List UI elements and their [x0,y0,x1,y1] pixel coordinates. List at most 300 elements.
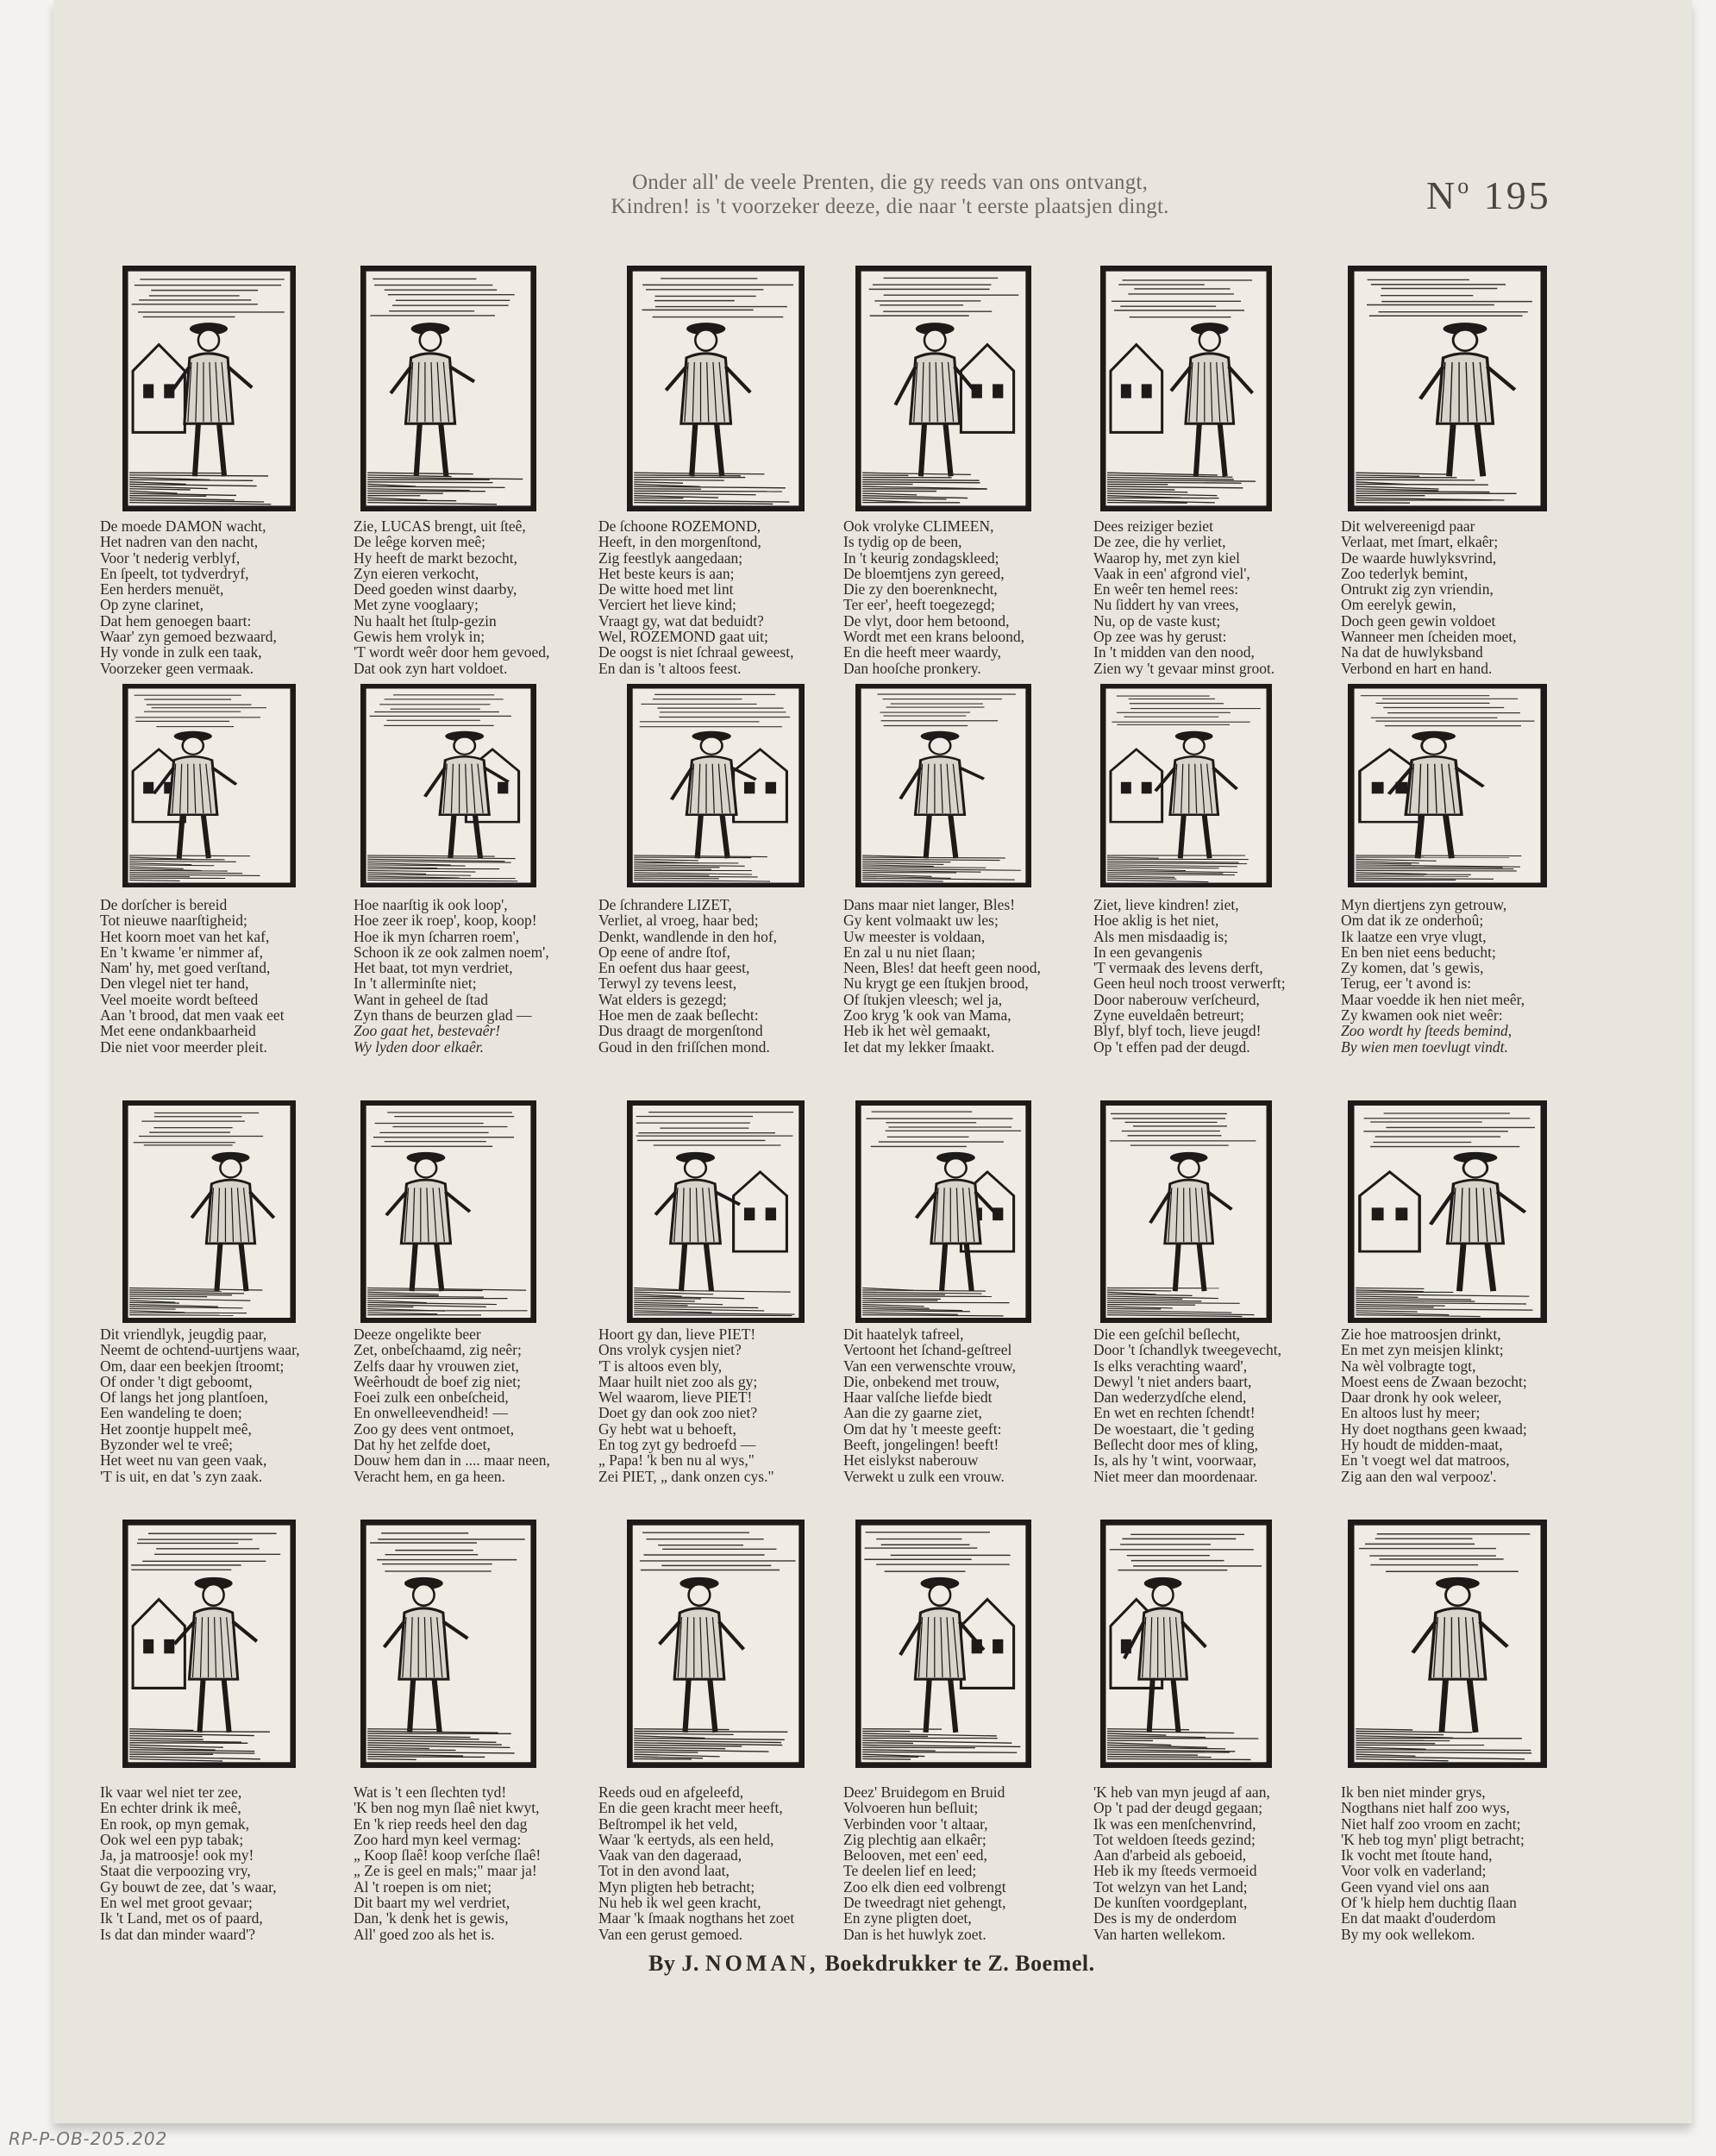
verse-line: Een herders menuët, [100,580,224,599]
verse-line: Ik 't Land, met os of paard, [100,1909,263,1927]
verse-line: En 'k riep reeds heel den dag [354,1814,528,1833]
verse-line: Wel, ROZEMOND gaat uit; [598,628,768,646]
verse-line: De leêge korven meê; [354,533,486,551]
verse-line: Zei PIET, „ dank onzen cys." [598,1467,774,1485]
woodcut-illustration [855,1100,1031,1323]
verse-line: En 't voegt wel dat matroos, [1341,1451,1510,1470]
verse-line: En die geen kracht meer heeft, [598,1799,783,1817]
verse-line: Denkt, wandlende in den hof, [598,927,778,945]
woodcut-illustration [122,1100,296,1323]
verse-line: Heeft, in den morgenſtond, [598,533,761,551]
verse-line: Niet meer dan moordenaar. [1093,1467,1258,1485]
verse-block [354,897,595,1055]
verse-line: Zelfs daar hy vrouwen ziet, [354,1357,519,1375]
verse-line: Heb ik my ſteeds vermoeid [1093,1862,1257,1880]
verse-line: Verbond en hart en hand. [1341,659,1493,677]
verse-line: Of langs het jong plantſoen, [100,1388,268,1407]
verse-line: Dus draagt de morgenſtond [598,1022,763,1040]
woodcut-illustration [627,1520,805,1768]
verse-line: Terug, eer 't avond is: [1341,975,1472,993]
verse-line: De ſchrandere LIZET, [598,896,732,913]
verse-block [598,1326,840,1484]
verse-line: En ſpeelt, tot tydverdryf, [100,564,249,582]
verse-line: Maar huilt niet zoo als gy; [598,1372,758,1390]
verse-line: Met eene ondankbaarheid [100,1022,256,1040]
verse-line: De vlyt, door hem betoond, [843,611,1010,630]
verse-line: Nu, op de vaste kust; [1093,611,1221,630]
verse-line: Des is my de onderdom [1093,1909,1237,1927]
verse-line: Waar' zyn gemoed bezwaard, [100,628,277,646]
verse-line: Het koorn moet van het kaf, [100,927,270,945]
verse-line: Hy doet nogthans geen kwaad; [1341,1420,1527,1438]
verse-line: 'K heb tog myn' pligt betracht; [1341,1830,1525,1848]
verse-line: Iet dat my lekker ſmaakt. [843,1037,995,1056]
verse-line: Want in geheel de ſtad [354,990,489,1008]
verse-line: Ziet, lieve kindren! ziet, [1093,896,1239,913]
verse-line: Daar dronk hy ook weleer, [1341,1388,1502,1407]
verse-line: Dit baart my wel verdriet, [354,1894,510,1912]
verse-line: Tot weldoen ſteeds gezind; [1093,1830,1256,1848]
verse-line: Waarop hy, met zyn kiel [1093,548,1240,567]
verse-line: Verwekt u zulk een vrouw. [843,1467,1005,1485]
number-value: 195 [1483,173,1551,217]
verse-line: Met zyne vooglaary; [354,596,479,614]
verse-line: 'K heb van myn jeugd af aan, [1093,1783,1270,1801]
verse-line: Of 'k hielp hem duchtig ſlaan [1341,1894,1517,1912]
verse-line: Zig aan den wal verpooz'. [1341,1467,1497,1485]
verse-line: Die een geſchil beſlecht, [1093,1326,1241,1343]
verse-line: Op zee was hy gerust: [1093,628,1227,646]
verse-line: Deeze ongelikte beer [354,1326,481,1343]
verse-line: Dat hem genoegen baart: [100,611,252,630]
verse-line: 'T vermaak des levens derft, [1093,959,1263,977]
verse-line: Hoe men de zaak beſlecht: [598,1006,759,1025]
verse-line: De bloemtjens zyn gereed, [843,564,1005,582]
verse-line: Na dat de huwlyksband [1341,643,1483,661]
verse-line: Hoort gy dan, lieve PIET! [598,1326,756,1343]
verse-line: Zoo elk dien eed volbrengt [843,1877,1006,1896]
verse-line: Zien wy 't gevaar minst groot. [1093,659,1275,677]
verse-line: Heb ik het wèl gemaakt, [843,1022,991,1040]
verse-line: Geen vyand viel ons aan [1341,1877,1490,1896]
verse-line: In een gevangenis [1093,943,1203,961]
verse-line: Om eerelyk gewin, [1341,596,1456,614]
verse-block [1341,518,1582,676]
verse-block [1093,518,1335,676]
broadsheet-paper [53,0,1692,2123]
verse-line: Verciert het lieve kind; [598,596,736,614]
verse-line: Ontrukt zig zyn vriendin, [1341,580,1494,599]
verse-line: Zie hoe matroosjen drinkt, [1341,1326,1501,1343]
verse-line: Hoe zeer ik roep', koop, koop! [354,912,537,930]
verse-line: In 't allerminſte niet; [354,975,477,993]
verse-line: Tot nieuwe naarſtigheid; [100,912,247,930]
woodcut-illustration [1100,1100,1272,1323]
verse-line: Voor 't nederig verblyf, [100,548,241,567]
verse-line: En altoos lust hy meer; [1341,1404,1481,1422]
verse-line: Is tydig op de been, [843,533,962,551]
verse-line: Van een verwenschte vrouw, [843,1357,1017,1375]
verse-line: Het beste keurs is aan; [598,564,735,582]
verse-line: „ Papa! 'k ben nu al wys," [598,1451,755,1470]
verse-line: Wordt met een krans beloond, [843,628,1024,646]
verse-line: Ook vrolyke CLIMEEN, [843,517,994,535]
verse-line: Myn diertjens zyn getrouw, [1341,896,1507,913]
verse-line: De dorſcher is bereid [100,896,228,913]
verse-line: Aan die zy gaarne ziet, [843,1404,982,1422]
verse-line: De tweedragt niet gehengt, [843,1894,1006,1912]
verse-line: Hy houdt de midden-maat, [1341,1436,1503,1454]
verse-line: Is, als hy 't wint, voorwaar, [1093,1451,1257,1470]
verse-line: Zoo gaat het, bestevaêr! [354,1022,501,1040]
imprint-rest: Boekdrukker te Z. Boemel. [824,1951,1095,1976]
verse-line: En dat maakt d'ouderdom [1341,1909,1496,1927]
verse-line: Dans maar niet langer, Bles! [843,896,1016,913]
verse-line: Den vlegel niet ter hand, [100,975,249,993]
printer-imprint [648,1951,1095,1977]
verse-block [843,1326,1085,1484]
verse-line: Waar 'k eertyds, als een held, [598,1830,774,1848]
woodcut-illustration [855,684,1031,887]
verse-line: Dit vriendlyk, jeugdig paar, [100,1326,267,1343]
verse-line: Zoo gy dees vent ontmoet, [354,1420,515,1438]
verse-line: Ik vaar wel niet ter zee, [100,1783,242,1801]
verse-line: Op eene of andre ſtof, [598,943,731,961]
verse-line: Nam' hy, met goed verſtand, [100,959,271,977]
verse-line: Verlaat, met ſmart, elkaêr; [1341,533,1499,551]
woodcut-illustration [122,684,296,887]
verse-block [598,518,840,676]
verse-line: Tot in den avond laat, [598,1862,730,1880]
verse-line: Het weet nu van geen vaak, [100,1451,267,1470]
verse-line: Dewyl 't niet anders baart, [1093,1372,1252,1390]
verse-line: Door 't ſchandlyk tweegevecht, [1093,1341,1281,1359]
verse-line: Te deelen lief en leed; [843,1862,977,1880]
verse-line: En wel met groot gevaar; [100,1894,253,1912]
imprint-by: By J. [648,1951,699,1976]
verse-line: Dan wederzydſche elend, [1093,1388,1247,1407]
verse-line: Nu haalt het ſtulp-gezin [354,611,497,630]
verse-line: Zy kwamen ook niet weêr: [1341,1006,1503,1025]
verse-block [843,897,1085,1055]
verse-line: 'T wordt weêr door hem gevoed, [354,643,550,661]
verse-line: Dan hooſche pronkery. [843,659,981,677]
verse-line: „ Koop ſlaê! koop verſche ſlaê! [354,1846,542,1865]
verse-line: Niet half zoo vroom en zacht; [1341,1814,1521,1833]
verse-line: Wat is 't een ſlechten tyd! [354,1783,507,1801]
verse-line: Geen heul noch troost verwerft; [1093,975,1286,993]
verse-line: Al 't roepen is om niet; [354,1877,492,1896]
verse-line: Ik laatze een vrye vlugt, [1341,927,1487,945]
verse-line: Ik vocht met ſtoute hand, [1341,1846,1493,1865]
header-line-1: Onder all' de veele Prenten, die gy reeds van ons ontvangt, [631,171,1149,194]
verse-line: Zyne euveldaên betreurt; [1093,1006,1244,1025]
verse-line: Zoo hard myn keel vermag: [354,1830,522,1848]
verse-line: Is dat dan minder waard'? [100,1925,256,1943]
woodcut-illustration [627,684,805,887]
verse-line: Of ſtukjen vleesch; wel ja, [843,990,1003,1008]
imprint-printer: NOMAN, [705,1951,819,1976]
woodcut-illustration [1100,266,1272,511]
woodcut-illustration [360,1100,536,1323]
verse-line: En die heeft meer waardy, [843,643,1002,661]
verse-line: En onwelleevendheid! — [354,1404,508,1422]
verse-line: Verbinden voor 't altaar, [843,1814,988,1833]
woodcut-illustration [1348,1100,1547,1323]
verse-line: Vraagt gy, wat dat beduidt? [598,611,764,630]
verse-line: Tot welzyn van het Land; [1093,1877,1248,1896]
verse-line: En dan is 't altoos feest. [598,659,742,677]
inventory-inscription: RP-P-OB-205.202 [9,2128,168,2149]
verse-line: Dan is het huwlyk zoet. [843,1925,986,1943]
verse-line: Nu krygt ge een ſtukjen brood, [843,975,1029,993]
verse-block [1093,1326,1335,1484]
verse-line: Deez' Bruidegom en Bruid [843,1783,1005,1801]
verse-line: Veel moeite wordt beſteed [100,990,259,1008]
verse-block [354,1326,595,1484]
verse-line: Ik ben niet minder grys, [1341,1783,1486,1801]
verse-line: Op 't pad der deugd gegaan; [1093,1799,1263,1817]
woodcut-illustration [627,266,805,511]
verse-line: Weêrhoudt de boef zig niet; [354,1372,521,1390]
verse-line: Beſlecht door mes of kling, [1093,1436,1259,1454]
verse-block [100,518,341,676]
verse-line: Staat die verpoozing vry, [100,1862,251,1880]
verse-line: Zyn thans de beurzen glad — [354,1006,532,1025]
woodcut-illustration [855,1520,1031,1768]
verse-line: Gy hebt wat u behoeft, [598,1420,736,1438]
verse-block [1341,1784,1582,1942]
verse-line: Om dat ik ze onderhoû; [1341,912,1484,930]
verse-line: Van harten wellekom. [1093,1925,1226,1943]
verse-line: Maar 'k ſmaak nogthans het zoet [598,1909,795,1927]
woodcut-illustration [1100,684,1272,887]
verse-line: Terwyl zy tevens leest, [598,975,737,993]
verse-line: En zal u nu niet ſlaan; [843,943,976,961]
verse-line: Van een gerust gemoed. [598,1925,743,1943]
verse-line: Doet gy dan ook zoo niet? [598,1404,758,1422]
verse-line: Myn pligten heb betracht; [598,1877,755,1896]
verse-line: Neemt de ochtend-uurtjens waar, [100,1341,300,1359]
sheet-number [1426,172,1551,218]
verse-line: Ter eer', heeft toegezegd; [843,596,995,614]
verse-block [1341,1326,1582,1484]
verse-line: In 't keurig zondagskleed; [843,548,999,567]
verse-line: Douw hem dan in .... maar neen, [354,1451,550,1470]
verse-line: En echter drink ik meê, [100,1799,241,1817]
verse-line: Nu heb ik wel geen kracht, [598,1894,761,1912]
verse-line: Dat ook zyn hart voldoet. [354,659,508,677]
verse-line: De moede DAMON wacht, [100,517,266,535]
verse-block [598,897,840,1055]
verse-line: Hy vonde in zulk een taak, [100,643,262,661]
verse-line: Byzonder wel te vreê; [100,1436,234,1454]
verse-line: Haar valſche liefde biedt [843,1388,993,1407]
verse-line: Deed goeden winst daarby, [354,580,517,599]
verse-block [1093,1784,1335,1942]
verse-line: Het nadren van den nacht, [100,533,259,551]
verse-line: Dan, 'k denk het is gewis, [354,1909,509,1927]
verse-line: Maar voedde ik hen niet meêr, [1341,990,1525,1008]
verse-line: Die zy den boerenknecht, [843,580,998,599]
verse-line: Door naberouw verſcheurd, [1093,990,1260,1008]
verse-line: Nu ſiddert hy van vrees, [1093,596,1239,614]
header-verse [519,171,1261,219]
verse-line: Wanneer men ſcheiden moet, [1341,628,1517,646]
verse-line: Ja, ja matroosje! ook my! [100,1846,254,1865]
verse-line: En met zyn meisjen klinkt; [1341,1341,1504,1359]
verse-line: 'T is altoos even bly, [598,1357,723,1375]
verse-line: En weêr ten hemel rees: [1093,580,1239,599]
verse-line: Dit welvereenigd paar [1341,517,1475,535]
verse-line: Wat elders is gezegd; [598,990,727,1008]
verse-line: Aan 't brood, dat men vaak eet [100,1006,285,1025]
number-sup: o [1457,173,1472,198]
verse-line: En ben niet eens beducht; [1341,943,1496,961]
verse-block [598,1784,840,1942]
verse-line: Op 't effen pad der deugd. [1093,1037,1250,1056]
woodcut-illustration [360,1520,536,1768]
verse-line: De kunſten voordgeplant, [1093,1894,1248,1912]
verse-line: Die niet voor meerder pleit. [100,1037,267,1056]
verse-line: Doch geen gewin voldoet [1341,611,1496,630]
verse-line: Gy kent volmaakt uw les; [843,912,999,930]
woodcut-illustration [122,1520,296,1768]
verse-line: Moest eens de Zwaan bezocht; [1341,1372,1527,1390]
verse-line: Blyf, blyf toch, lieve jeugd! [1093,1022,1262,1040]
verse-line: Zoo wordt hy ſteeds bemind, [1341,1022,1512,1040]
verse-line: Zyn eieren verkocht, [354,564,479,582]
verse-block [100,1326,341,1484]
verse-line: Ook wel een pyp tabak; [100,1830,244,1848]
verse-line: En tog zyt gy bedroefd — [598,1436,756,1454]
verse-line: Die, onbekend met trouw, [843,1372,1000,1390]
verse-line: Voorzeker geen vermaak. [100,659,254,677]
verse-line: Voor volk en vaderland; [1341,1862,1487,1880]
verse-block [1341,897,1582,1055]
verse-block [843,1784,1085,1942]
verse-line: Dit haatelyk tafreel, [843,1326,964,1343]
woodcut-illustration [360,266,536,511]
verse-line: Het baat, tot myn verdriet, [354,959,513,977]
verse-line: By wien men toevlugt vindt. [1341,1037,1508,1056]
verse-line: Ons vrolyk cysjen niet? [598,1341,742,1359]
verse-line: Uw meester is voldaan, [843,927,986,945]
verse-line: Vaak in een' afgrond viel', [1093,564,1250,582]
verse-line: Reeds oud en afgeleefd, [598,1783,744,1801]
verse-line: Om, daar een beekjen ſtroomt; [100,1357,285,1375]
verse-line: Vaak van den dageraad, [598,1846,742,1865]
verse-line: Neen, Bles! dat heeft geen nood, [843,959,1041,977]
woodcut-illustration [1100,1520,1272,1768]
verse-line: En 't kwame 'er nimmer af, [100,943,264,961]
header-line-2: Kindren! is 't voorzeker deeze, die naar 't eerste plaatsjen dingt. [611,195,1169,218]
woodcut-illustration [360,684,536,887]
verse-line: All' goed zoo als het is. [354,1925,495,1943]
verse-line: Zig feestlyk aangedaan; [598,548,743,567]
verse-line: Is elks verachting waard', [1093,1357,1248,1375]
verse-line: Veracht hem, en ga heen. [354,1467,505,1485]
verse-line: Hoe ik myn ſcharren roem', [354,927,520,945]
verse-line: En oefent dus haar geest, [598,959,750,977]
verse-line: En wet en rechten ſchendt! [1093,1404,1256,1422]
verse-line: Een wandeling te doen; [100,1404,242,1422]
verse-line: Nogthans niet half zoo wys, [1341,1799,1510,1817]
verse-line: Gy bouwt de zee, dat 's waar, [100,1877,277,1896]
verse-line: Verliet, al vroeg, haar bed; [598,912,759,930]
verse-line: Zoo kryg 'k ook van Mama, [843,1006,1011,1025]
verse-line: Gewis hem vrolyk in; [354,628,485,646]
verse-line: De witte hoed met lint [598,580,734,599]
verse-block [354,518,595,676]
verse-line: By my ook wellekom. [1341,1925,1475,1943]
verse-line: Beeft, jongelingen! beeft! [843,1436,999,1454]
verse-line: Volvoeren hun beſluit; [843,1799,979,1817]
woodcut-illustration [627,1100,805,1323]
verse-line: Na wèl volbragte togt, [1341,1357,1476,1375]
verse-block [354,1784,595,1942]
verse-line: Als men misdaadig is; [1093,927,1229,945]
verse-block [100,897,341,1055]
verse-line: 'K ben nog myn ſlaê niet kwyt, [354,1799,540,1817]
verse-line: Zet, onbeſchaamd, zig neêr; [354,1341,522,1359]
number-prefix: N [1426,173,1458,217]
verse-line: In 't midden van den nood, [1093,643,1255,661]
verse-block [100,1784,341,1942]
verse-line: Aan d'arbeid als geboeid, [1093,1846,1247,1865]
verse-line: Zoo tederlyk bemint, [1341,564,1469,582]
verse-line: Wel waarom, lieve PIET! [598,1388,753,1407]
verse-line: Ik was een menſchenvrind, [1093,1814,1256,1833]
woodcut-illustration [1348,1520,1547,1768]
verse-line: De waarde huwlyksvrind, [1341,548,1497,567]
woodcut-illustration [1348,266,1547,511]
verse-block [1093,897,1335,1055]
verse-line: Hoe naarſtig ik ook loop', [354,896,508,913]
verse-block [843,518,1085,676]
verse-line: Hoe aklig is het niet, [1093,912,1219,930]
verse-line: De oogst is niet ſchraal geweest, [598,643,794,661]
verse-line: De zee, die hy verliet, [1093,533,1226,551]
verse-line: Belooven, met een' eed, [843,1846,987,1865]
verse-line: Schoon ik ze ook zalmen noem', [354,943,549,961]
verse-line: Dees reiziger beziet [1093,517,1213,535]
verse-line: Wy lyden door elkaêr. [354,1037,484,1056]
verse-line: Goud in den friſſchen mond. [598,1037,770,1056]
verse-line: Zy komen, dat 's gewis, [1341,959,1484,977]
verse-line: Zig plechtig aan elkaêr; [843,1830,986,1848]
verse-line: Vertoont het ſchand-geſtreel [843,1341,1012,1359]
verse-line: De woestaart, die 't geding [1093,1420,1255,1438]
verse-line: Zie, LUCAS brengt, uit ſteê, [354,517,526,535]
verse-line: Op zyne clarinet, [100,596,204,614]
verse-line: Dat hy het zelfde doet, [354,1436,491,1454]
verse-line: En rook, op myn gemak, [100,1814,250,1833]
verse-line: „ Ze is geel en mals;" maar ja! [354,1862,537,1880]
verse-line: Het zoontje huppelt meê, [100,1420,252,1438]
verse-line: Beſtrompel ik het veld, [598,1814,738,1833]
woodcut-illustration [1348,684,1547,887]
woodcut-illustration [855,266,1031,511]
verse-line: Of onder 't digt geboomt, [100,1372,253,1390]
verse-line: Om dat hy 't meeste geeft: [843,1420,1002,1438]
woodcut-illustration [122,266,296,511]
verse-line: 'T is uit, en dat 's zyn zaak. [100,1467,263,1485]
verse-line: Hy heeft de markt bezocht, [354,548,517,567]
verse-line: Het eislykst naberouw [843,1451,979,1470]
verse-line: En zyne pligten doet, [843,1909,972,1927]
verse-line: De ſchoone ROZEMOND, [598,517,761,535]
